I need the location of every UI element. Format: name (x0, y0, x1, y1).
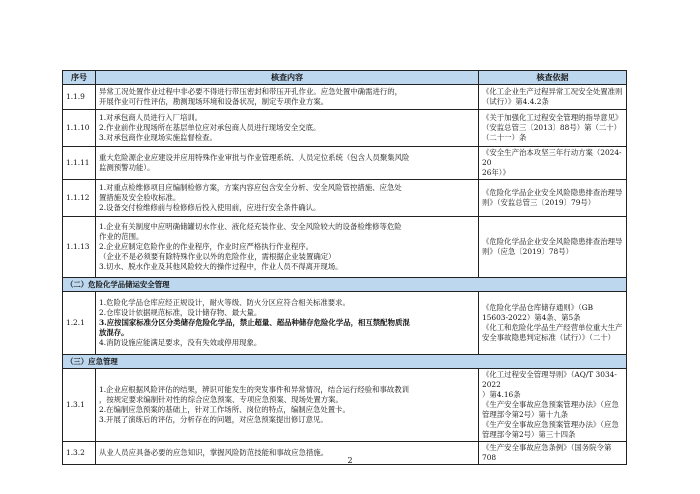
section-row (63, 278, 627, 292)
text-line: 1.对承包商人员进行入厂培训。 (99, 113, 203, 122)
text-line: 管理部令第2号）第三十四条 (482, 430, 576, 439)
text-line: 放混存。 (99, 328, 129, 337)
text-line: 《化工和危险化学品生产经营单位重大生产 (482, 323, 623, 332)
table-row (63, 85, 627, 110)
row-basis (479, 147, 627, 180)
row-num: 1.1.12 (63, 180, 96, 217)
text-line: 管理部令第2号）第十九条 (482, 410, 569, 419)
text-line: 2.企业应制定危险作业的作业程序，作业时应严格执行作业程序。 (99, 242, 313, 251)
row-basis (479, 110, 627, 147)
text-line: 1.企业应根据风险评估的结果，辨识可能发生的突发事件和异常情况，结合运行经验和事故教训 (99, 385, 410, 394)
text-line: （安监总管三〔2013〕88号）第（二十） (482, 123, 622, 132)
text-line: 《危险化学品仓库储存通则》（GB (482, 303, 594, 312)
text-line: 则》（应急〔2019〕78号） (482, 247, 574, 256)
section-title: （三）应急管理 (63, 355, 627, 369)
table-row (63, 180, 627, 217)
text-line: 开展作业可行性评估，勘测现场环境和设备状况，制定专项作业方案。 (99, 97, 329, 106)
text-line: 《生产安全事故应急预案管理办法》（应急 (482, 420, 619, 429)
text-line: 2.仓库设计依据规范标准，设计储存物、最大量。 (99, 308, 262, 317)
inspection-table (62, 70, 627, 465)
row-content (96, 180, 479, 217)
row-num: 1.1.10 (63, 110, 96, 147)
row-num: 1.3.1 (63, 369, 96, 442)
text-line: 2.设备交付检维修前与检修修后投入使用前，应进行安全条件确认。 (99, 203, 321, 212)
row-basis (479, 180, 627, 217)
section-title: （二）危险化学品储运安全管理 (63, 278, 627, 292)
text-line: 异常工况处置作业过程中非必要不得进行带压密封和带压开孔作业。应急处置中确需进行的， (99, 87, 403, 96)
row-num: 1.1.9 (63, 85, 96, 110)
text-line: 从业人员应具备必要的应急知识，掌握风险防范技能和事故应急措施。 (99, 448, 329, 457)
text-line: 置措施及安全验收标准。 (99, 193, 181, 202)
text-line: ）第4.16条 (482, 390, 521, 399)
text-line: 26年）》 (482, 168, 510, 177)
header-num: 序号 (63, 71, 96, 85)
header-basis: 核查依据 (479, 71, 627, 85)
table-row (63, 292, 627, 355)
row-content (96, 85, 479, 110)
text-line: 2.作业前作业现场所在基层单位应对承包商人员进行现场安全交底。 (99, 123, 321, 132)
text-line: 《化工企业生产过程异常工况安全处置准则 (482, 87, 623, 96)
text-line: 2.在编制应急预案的基础上，针对工作场所、岗位的特点，编制应急处置卡。 (99, 405, 350, 414)
text-line: 《危险化学品企业安全风险隐患排查治理导 (482, 237, 623, 246)
text-line: 《生产安全事故应急条例》（国务院令第708 (482, 443, 612, 462)
row-basis (479, 85, 627, 110)
text-line: 1.企业有关制度中应明确储罐切水作业、液化烃充装作业、安全风险较大的设备检维修等危险 (99, 222, 402, 231)
row-content (96, 292, 479, 355)
text-line: 《安全生产治本攻坚三年行动方案（2024-20 (482, 148, 622, 167)
text-line: 《关于加强化工过程安全管理的指导意见》 (482, 113, 623, 122)
section-row (63, 355, 627, 369)
text-line: ，按规定要求编制针对性的综合应急预案、专项应急预案、现场处置方案。 (99, 395, 343, 404)
row-basis (479, 217, 627, 278)
text-line: 1.危险化学品仓库应经正规设计，耐火等级、防火分区应符合相关标准要求。 (99, 298, 350, 307)
table-row (63, 217, 627, 278)
row-num: 1.1.13 (63, 217, 96, 278)
text-line: 《危险化学品企业安全风险隐患排查治理导 (482, 188, 623, 197)
header-content: 核查内容 (96, 71, 479, 85)
row-num: 1.3.2 (63, 442, 96, 465)
text-line: （试行）》第4.4.2条 (482, 97, 549, 106)
row-basis (479, 292, 627, 355)
row-content (96, 147, 479, 180)
row-basis (479, 369, 627, 442)
text-line: 监测预警功能）。 (99, 163, 155, 172)
row-content (96, 217, 479, 278)
text-line: 《生产安全事故应急预案管理办法》（应急 (482, 400, 619, 409)
text-line: 则》（安监总管三〔2019〕79号） (482, 198, 596, 207)
text-line: 重大危险源企业应建设并应用特殊作业审批与作业管理系统、人员定位系统（包含人员聚集风险 (99, 153, 410, 162)
text-line: 15603-2022）第4条、第5条 (482, 313, 581, 322)
text-line: 3.应按国家标准分区分类储存危险化学品，禁止超量、超品种储存危险化学品，相互禁配物质混 (99, 318, 410, 327)
row-num: 1.2.1 (63, 292, 96, 355)
text-line: 3.对承包商作业现场实施监督检查。 (99, 133, 217, 142)
text-line: 3.切水、脱水作业及其他风险较大的操作过程中，作业人员不得离开现场。 (99, 262, 343, 271)
table-row (63, 147, 627, 180)
row-content (96, 369, 479, 442)
row-num: 1.1.11 (63, 147, 96, 180)
text-line: （企业不是必须要有除特殊作业以外的危险作业，需根据企业装置确定） (99, 252, 336, 261)
header-row (63, 71, 627, 85)
text-line: 1.对重点检维修项目应编制检修方案，方案内容应包含安全分析、安全风险管控措施、应急处 (99, 183, 402, 192)
table-row (63, 110, 627, 147)
page-number: 2 (347, 456, 353, 465)
text-line: 《化工过程安全管理导则》（AQ/T 3034-2022 (482, 370, 617, 389)
table-row (63, 369, 627, 442)
text-line: （二十一）条 (482, 133, 527, 142)
text-line: 安全事故隐患判定标准（试行）》（二十） (482, 333, 616, 342)
row-content (96, 110, 479, 147)
text-line: 3.开展了演练后的评估，分析存在的问题，对应急预案提出修订意见。 (99, 415, 328, 424)
text-line: 作业的范围。 (99, 232, 144, 241)
text-line: 4.消防设施应能满足要求，没有失效或停用现象。 (99, 338, 262, 347)
